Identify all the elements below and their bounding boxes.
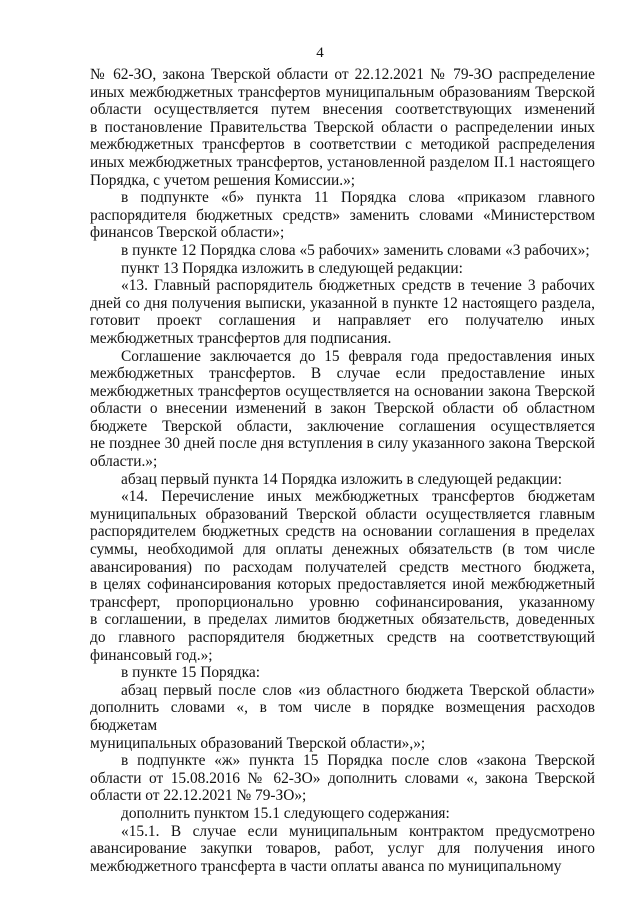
- text-line: муниципальных образований Тверской области осуществляется главным: [90, 505, 595, 523]
- text-line: дополнить словами «, в том числе в порядке возмещения расходов бюджетам: [90, 699, 595, 734]
- text-line: в подпункте «б» пункта 11 Порядка слова «приказом главного: [121, 189, 595, 207]
- paragraph-p4: [90, 260, 595, 278]
- paragraph-p6: [90, 348, 595, 471]
- text-line: в пункте 12 Порядка слова «5 рабочих» заменить словами «3 рабочих»;: [121, 241, 590, 259]
- text-line: не позднее 30 дней после дня вступления в силу указанного закона Тверской: [90, 435, 595, 453]
- text-line: муниципальных образований Тверской области»,»;: [90, 734, 426, 752]
- document-body: [90, 66, 595, 875]
- text-line: бюджете Тверской области, заключение соглашения осуществляется: [90, 417, 595, 435]
- text-line: в подпункте «ж» пункта 15 Порядка после слов «закона Тверской: [121, 752, 595, 770]
- text-line: авансирование закупки товаров, работ, услуг для получения иного: [90, 840, 595, 858]
- text-line: в соглашении, в пределах лимитов бюджетных обязательств, доведенных: [90, 611, 595, 629]
- page-number: 4: [316, 45, 324, 61]
- text-line: области осуществляется путем внесения соответствующих изменений: [90, 101, 595, 119]
- paragraph-p9: [90, 664, 595, 682]
- text-line: «13. Главный распорядитель бюджетных средств в течение 3 рабочих: [121, 277, 595, 295]
- paragraph-p2: [90, 189, 595, 242]
- text-line: дней со дня получения выписки, указанной в пункте 12 настоящего раздела,: [90, 294, 595, 312]
- text-line: «14. Перечисление иных межбюджетных трансфертов бюджетам: [121, 488, 595, 506]
- text-line: «15.1. В случае если муниципальным контрактом предусмотрено: [121, 822, 595, 840]
- paragraph-p8: [90, 488, 595, 664]
- paragraph-p7: [90, 471, 595, 489]
- text-line: области от 15.08.2016 № 62-ЗО» дополнить словами «, закона Тверской: [90, 769, 595, 787]
- text-line: суммы, необходимой для оплаты денежных обязательств (в том числе: [90, 541, 595, 559]
- text-line: межбюджетных трансфертов. В случае если предоставление иных: [90, 365, 595, 383]
- paragraph-p11: [90, 752, 595, 805]
- text-line: распорядителем бюджетных средств на основании соглашения в пределах: [90, 523, 595, 541]
- text-line: готовит проект соглашения и направляет его получателю иных: [90, 312, 595, 330]
- text-line: в целях софинансирования которых предоставляется иной межбюджетный: [90, 576, 595, 594]
- text-line: пункт 13 Порядка изложить в следующей редакции:: [121, 259, 463, 277]
- text-line: Порядка, с учетом решения Комиссии.»;: [90, 171, 356, 189]
- paragraph-p13: [90, 823, 595, 876]
- text-line: межбюджетного трансферта в части оплаты аванса по муниципальному: [90, 857, 562, 875]
- text-line: области о внесении изменений в закон Тверской области об областном: [90, 400, 595, 418]
- text-line: до главного распорядителя бюджетных средств на соответствующий: [90, 629, 595, 646]
- text-line: трансферт, пропорционально уровню софинансирования, указанному: [90, 593, 595, 611]
- paragraph-p10: [90, 682, 595, 752]
- text-line: области.»;: [90, 453, 158, 471]
- paragraph-p1: [90, 66, 595, 189]
- text-line: межбюджетных трансфертов в соответствии с методикой распределения: [90, 136, 595, 154]
- paragraph-p5: [90, 277, 595, 347]
- paragraph-p12: [90, 805, 595, 823]
- text-line: в постановление Правительства Тверской области о распределении иных: [90, 118, 595, 136]
- text-line: дополнить пунктом 15.1 следующего содержания:: [121, 804, 450, 822]
- text-line: межбюджетных трансфертов для подписания.: [90, 329, 392, 347]
- text-line: иных межбюджетных трансфертов, установленной разделом II.1 настоящего: [90, 153, 595, 171]
- text-line: межбюджетных трансфертов осуществляется на основании закона Тверской: [90, 382, 595, 400]
- text-line: абзац первый пункта 14 Порядка изложить в следующей редакции:: [121, 470, 562, 488]
- text-line: авансирования) по расходам получателей средств местного бюджета,: [90, 558, 595, 576]
- text-line: области от 22.12.2021 № 79-ЗО»;: [90, 787, 307, 805]
- text-line: распорядителя бюджетных средств» заменить словами «Министерством: [90, 206, 595, 224]
- text-line: абзац первый после слов «из областного бюджета Тверской области»: [121, 681, 595, 699]
- text-line: иных межбюджетных трансфертов муниципальным образованиям Тверской: [90, 83, 595, 101]
- paragraph-p3: [90, 242, 595, 260]
- text-line: № 62-ЗО, закона Тверской области от 22.12.2021 № 79-ЗО распределение: [90, 66, 595, 83]
- text-line: Соглашение заключается до 15 февраля года предоставления иных: [121, 347, 595, 365]
- text-line: финансовый год.»;: [90, 646, 213, 664]
- text-line: в пункте 15 Порядка:: [121, 664, 260, 682]
- text-line: финансов Тверской области»;: [90, 224, 285, 242]
